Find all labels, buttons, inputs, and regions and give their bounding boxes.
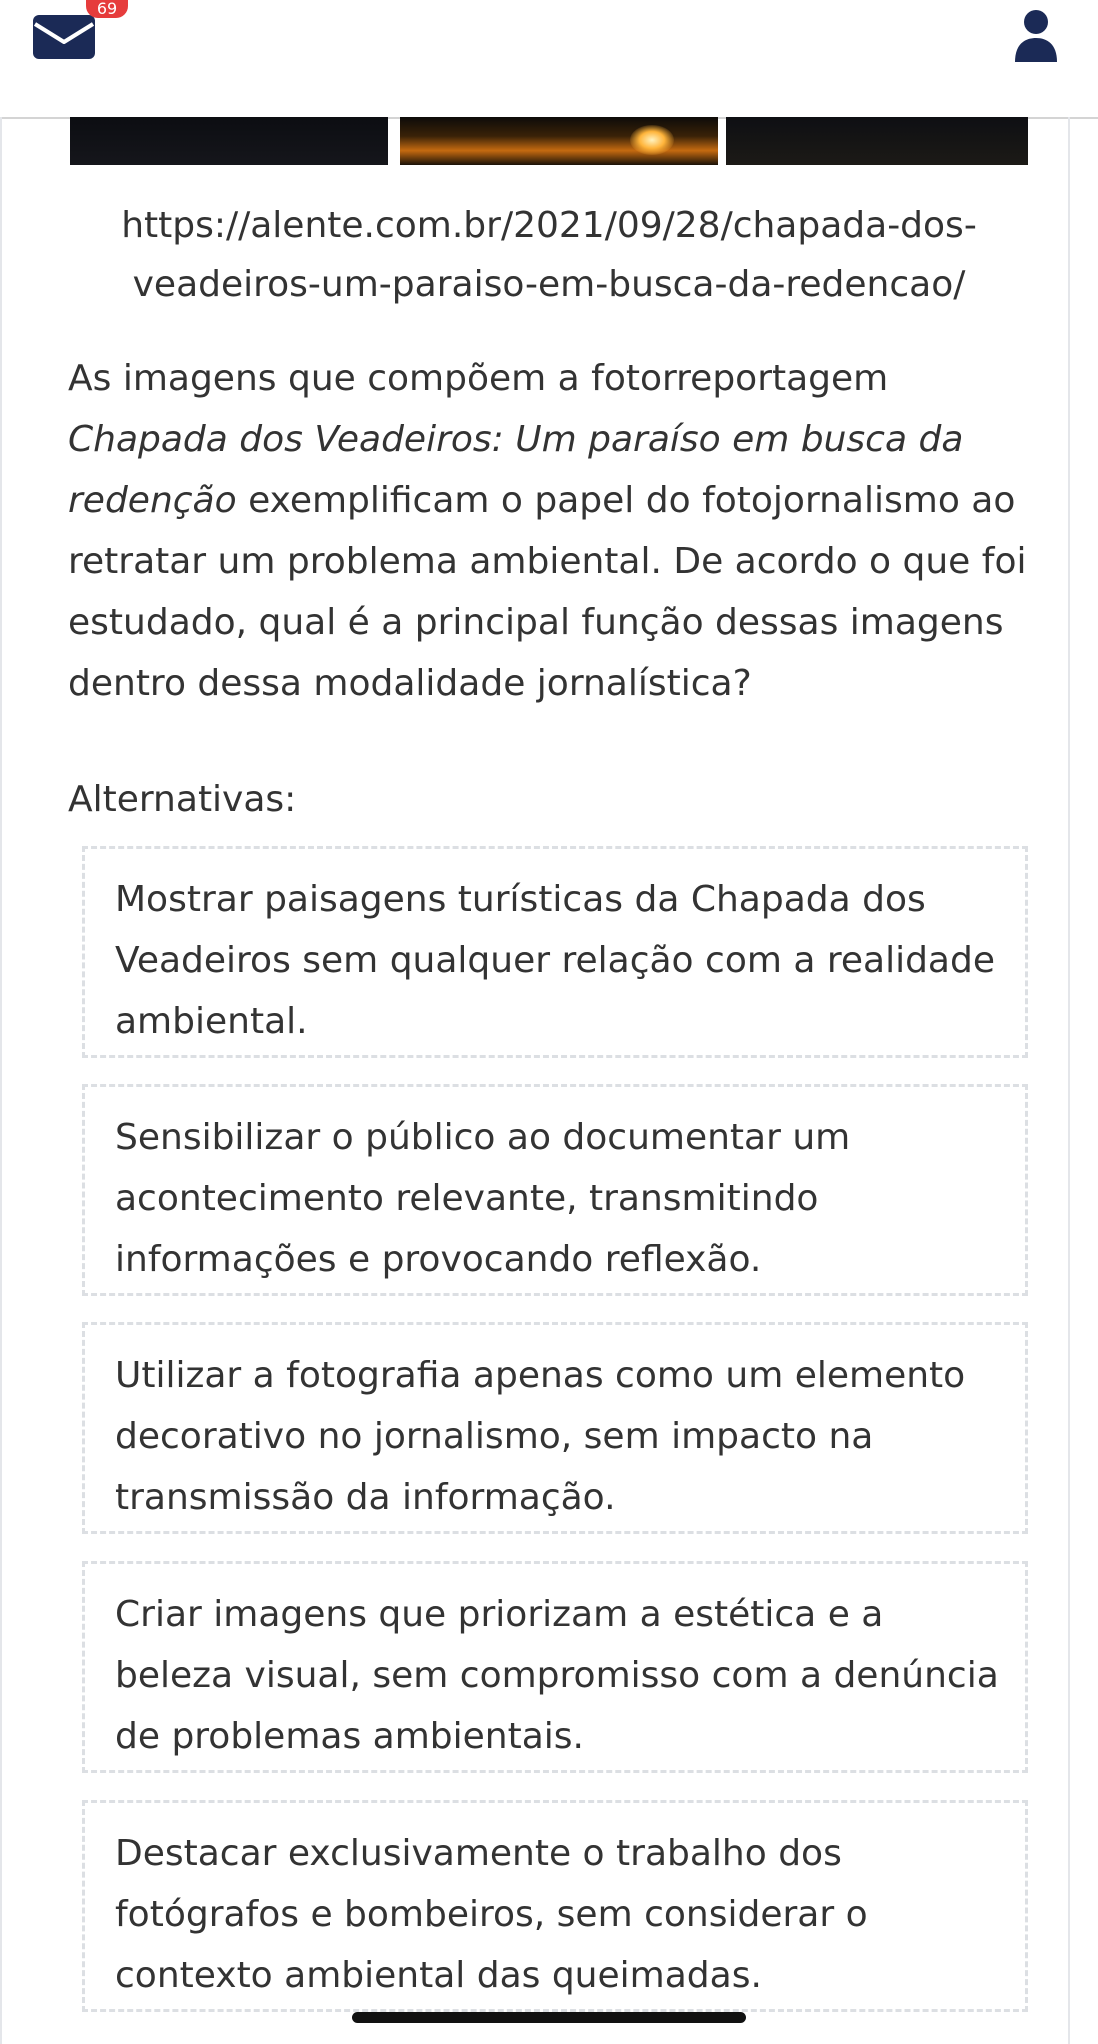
answer-option[interactable]: Utilizar a fotografia apenas como um elemento decorativo no jornalismo, sem impacto na transmissão da informação. [82,1322,1028,1534]
sunset-glow [630,125,674,155]
mail-icon[interactable] [30,12,102,62]
content-border-left [0,117,2,2044]
image-strip [70,117,1028,165]
home-indicator[interactable] [352,2012,746,2023]
question-text [68,348,1048,714]
answer-option[interactable]: Sensibilizar o público ao documentar um acontecimento relevante, transmitindo informações e provocando reflexão. [82,1084,1028,1296]
alternatives-label: Alternativas: [68,779,297,820]
question-rest: exemplificam o papel do fotojornalismo ao retratar um problema ambiental. De acordo o que foi estudado, qual é a principal função dessas imagens dentro dessa modalidade jornalística? [68,480,1027,704]
top-bar [0,0,1098,119]
answer-option[interactable]: Mostrar paisagens turísticas da Chapada dos Veadeiros sem qualquer relação com a realidade ambiental. [82,846,1028,1058]
answer-option[interactable]: Criar imagens que priorizam a estética e a beleza visual, sem compromisso com a denúncia de problemas ambientais. [82,1561,1028,1773]
answer-option[interactable]: Destacar exclusivamente o trabalho dos fotógrafos e bombeiros, sem considerar o contexto ambiental das queimadas. [82,1800,1028,2012]
photo-thumbnail[interactable] [726,117,1028,165]
question-intro: As imagens que compõem a fotorreportagem [68,358,889,399]
content-border-right [1068,117,1070,2044]
article-link[interactable]: https://alente.com.br/2021/09/28/chapada-dos-veadeiros-um-paraiso-em-busca-da-redencao/ [121,205,977,305]
photo-thumbnail[interactable] [400,117,718,165]
user-icon[interactable] [1012,8,1060,64]
photo-thumbnail[interactable] [70,117,388,165]
notification-badge: 69 [86,0,128,18]
report-title: Chapada dos Veadeiros: Um paraíso em busca da redenção [68,419,964,521]
